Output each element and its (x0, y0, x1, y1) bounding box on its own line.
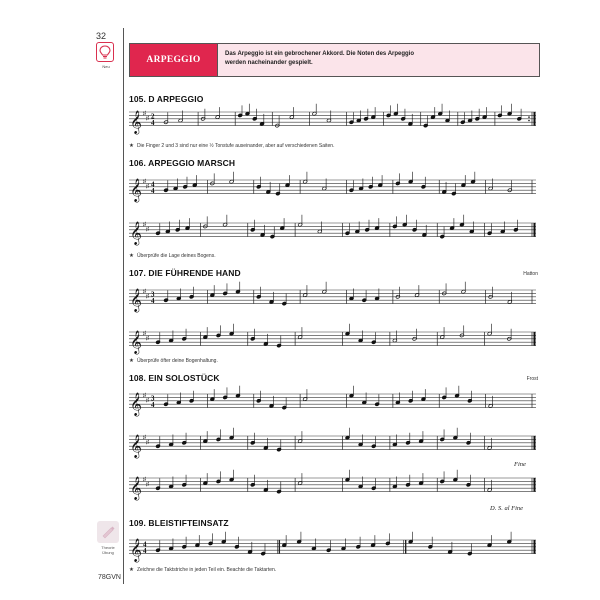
music-staff-icon (129, 384, 536, 424)
svg-text:♯: ♯ (143, 179, 146, 185)
new-badge (96, 42, 114, 62)
svg-text:♯: ♯ (146, 398, 149, 405)
svg-text:♯: ♯ (143, 435, 146, 441)
exercise-108-staff-1 (129, 384, 536, 424)
svg-text:4: 4 (151, 401, 155, 410)
pencil-icon (100, 524, 116, 540)
exercise-109-staff (129, 532, 536, 572)
svg-text:𝄞: 𝄞 (130, 537, 142, 562)
svg-text:4: 4 (151, 180, 155, 189)
svg-text:♯: ♯ (143, 222, 146, 228)
svg-text:♯: ♯ (143, 111, 146, 117)
svg-text:♯: ♯ (146, 336, 149, 343)
catalog-code: 78GVN (98, 574, 121, 581)
svg-text:4: 4 (151, 187, 155, 196)
music-staff-icon (129, 280, 536, 320)
svg-text:𝄞: 𝄞 (130, 287, 142, 312)
svg-text:4: 4 (143, 547, 147, 556)
exercise-107-note: ★ Überprüfe öfter deine Bogenhaltung. (129, 358, 218, 364)
music-staff-icon (129, 532, 536, 572)
svg-text:♯: ♯ (146, 227, 149, 234)
svg-text:2: 2 (151, 112, 155, 121)
exercise-105-staff (129, 104, 536, 144)
exercise-107-staff-1 (129, 280, 536, 320)
exercise-105-note: ★ Die Finger 2 und 3 sind nur eine ½ Tonstufe auseinander, aber auf verschiedenen Saiten. (129, 143, 335, 149)
svg-text:𝄞: 𝄞 (130, 220, 142, 245)
exercise-107-staff-2 (129, 322, 536, 362)
theory-label: Theorie Übung (101, 545, 115, 555)
music-staff-icon (129, 213, 536, 253)
svg-text:♯: ♯ (146, 440, 149, 447)
exercise-105-title: 105. D ARPEGGIO (129, 94, 204, 104)
svg-text:4: 4 (143, 540, 147, 549)
svg-text:♯: ♯ (143, 393, 146, 399)
svg-text:♯: ♯ (146, 116, 149, 123)
svg-text:𝄞: 𝄞 (130, 433, 142, 458)
exercise-106-staff-2 (129, 213, 536, 253)
svg-text:3: 3 (151, 290, 155, 299)
svg-text:𝄞: 𝄞 (130, 329, 142, 354)
fine-marking: Fine (514, 461, 526, 468)
svg-text:𝄞: 𝄞 (130, 177, 142, 202)
music-staff-icon (129, 470, 536, 510)
exercise-109-title: 109. BLEISTIFTEINSATZ (129, 518, 229, 528)
exercise-108-composer: Frost (526, 376, 538, 382)
svg-text:♯: ♯ (146, 294, 149, 301)
music-staff-icon (129, 322, 536, 362)
theory-badge (97, 521, 119, 543)
exercise-107-title: 107. DIE FÜHRENDE HAND (129, 268, 241, 278)
exercise-108-staff-3 (129, 470, 536, 510)
exercise-108-title: 108. EIN SOLOSTÜCK (129, 373, 220, 383)
lightbulb-icon (99, 45, 111, 60)
svg-text:♯: ♯ (146, 184, 149, 191)
new-label: Neu (102, 64, 110, 69)
svg-text:𝄞: 𝄞 (130, 475, 142, 500)
svg-text:3: 3 (151, 394, 155, 403)
arpeggio-info-box (129, 43, 540, 77)
margin-rule (123, 28, 124, 584)
svg-text:𝄞: 𝄞 (130, 109, 142, 134)
exercise-108-staff-2 (129, 426, 536, 466)
ds-al-fine-marking: D. S. al Fine (490, 505, 524, 512)
exercise-107-composer: Hatton (523, 271, 538, 277)
exercise-106-note: ★ Überprüfe die Lage deines Bogens. (129, 253, 216, 259)
info-box-text: Das Arpeggio ist ein gebrochener Akkord. Die Noten des Arpeggio werden nacheinander gespielt. (218, 44, 539, 76)
svg-text:4: 4 (151, 297, 155, 306)
exercise-109-note: ★ Zeichne die Taktstriche in jeden Teil ein. Beachte die Taktarten. (129, 567, 277, 573)
info-box-title: ARPEGGIO (130, 44, 218, 76)
page-number: 32 (96, 31, 107, 41)
music-staff-icon (129, 104, 536, 144)
svg-text:♯: ♯ (143, 331, 146, 337)
svg-text:𝄞: 𝄞 (130, 391, 142, 416)
exercise-106-staff-1 (129, 170, 536, 210)
music-staff-icon (129, 426, 536, 466)
exercise-106-title: 106. ARPEGGIO MARSCH (129, 158, 236, 168)
svg-text:4: 4 (151, 119, 155, 128)
svg-text:♯: ♯ (146, 482, 149, 489)
svg-text:♯: ♯ (143, 289, 146, 295)
music-staff-icon (129, 170, 536, 210)
svg-text:♯: ♯ (143, 477, 146, 483)
